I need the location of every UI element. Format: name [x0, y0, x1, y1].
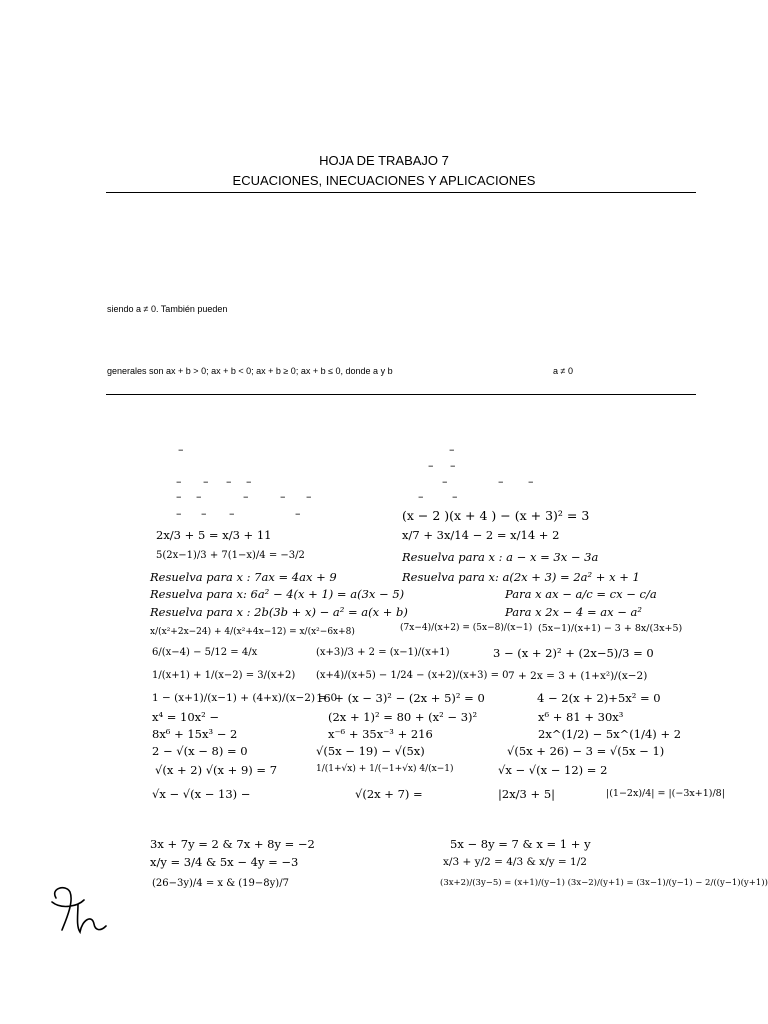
- worksheet-subtitle: ECUACIONES, INECUACIONES Y APLICACIONES: [232, 173, 536, 188]
- dash-mark: –: [246, 475, 252, 488]
- equation: 2x^(1/2) − 5x^(1/4) + 2: [538, 727, 682, 741]
- equation: x⁻⁶ + 35x⁻³ + 216: [328, 727, 433, 741]
- dash-mark: –: [196, 490, 202, 503]
- dash-mark: –: [428, 459, 434, 472]
- equation: 1 − (x+1)/(x−1) + (4+x)/(x−2) = 0: [152, 692, 338, 704]
- equation: 1/(1+√x) + 1/(−1+√x) 4/(x−1): [316, 764, 454, 774]
- equation: 7 + 2x = 3 + (1+x²)/(x−2): [508, 670, 648, 682]
- equation: 4 − 2(x + 2)+5x² = 0: [537, 691, 661, 705]
- equation: 2 − √(x − 8) = 0: [152, 744, 248, 758]
- equation: √x − √(x − 12) = 2: [498, 763, 608, 777]
- equation: Para x 2x − 4 = ax − a²: [505, 605, 642, 619]
- equation: 1/(x+1) + 1/(x−2) = 3/(x+2): [152, 670, 296, 681]
- equation: Resuelva para x : 2b(3b + x) − a² = a(x + b): [150, 605, 408, 619]
- equation: Resuelva para x : 7ax = 4ax + 9: [150, 570, 337, 584]
- dash-mark: –: [306, 490, 312, 503]
- equation: 6/(x−4) − 5/12 = 4/x: [152, 647, 258, 658]
- equation: 3x + 7y = 2 & 7x + 8y = −2: [150, 837, 315, 851]
- section-divider: [106, 394, 696, 395]
- equation: (x+3)/3 + 2 = (x−1)/(x+1): [316, 647, 450, 658]
- equation: (7x−4)/(x+2) = (5x−8)/(x−1): [400, 623, 533, 633]
- dash-mark: –: [243, 490, 249, 503]
- equation: 5(2x−1)/3 + 7(1−x)/4 = −3/2: [156, 550, 305, 561]
- dash-mark: –: [176, 475, 182, 488]
- dash-mark: –: [201, 507, 207, 520]
- equation: x/y = 3/4 & 5x − 4y = −3: [150, 855, 299, 869]
- equation: x⁴ = 10x² −: [152, 710, 220, 724]
- dash-mark: –: [178, 443, 184, 456]
- dash-mark: –: [449, 443, 455, 456]
- dash-mark: –: [295, 507, 301, 520]
- equation: √(5x + 26) − 3 = √(5x − 1): [507, 744, 665, 758]
- equation: 5x − 8y = 7 & x = 1 + y: [450, 837, 591, 851]
- equation: 3 − (x + 2)² + (2x−5)/3 = 0: [493, 646, 654, 660]
- equation: √(5x − 19) − √(5x): [316, 744, 425, 758]
- dash-mark: –: [452, 490, 458, 503]
- header-divider: [106, 192, 696, 193]
- equation: 2x/3 + 5 = x/3 + 11: [156, 528, 272, 542]
- dash-mark: –: [280, 490, 286, 503]
- dash-mark: –: [418, 490, 424, 503]
- note-text: siendo a ≠ 0. También pueden: [107, 304, 228, 314]
- equation: |(1−2x)/4| = |(−3x+1)/8|: [606, 788, 725, 799]
- dash-mark: –: [226, 475, 232, 488]
- equation: (26−3y)/4 = x & (19−8y)/7: [152, 878, 289, 889]
- dash-mark: –: [203, 475, 209, 488]
- equation: (3x+2)/(3y−5) = (x+1)/(y−1) (3x−2)/(y+1) = (3x−1)/(y−1) − 2/((y−1)(y+1)): [440, 878, 768, 888]
- equation: √(2x + 7) =: [355, 787, 423, 801]
- equation: 8x⁶ + 15x³ − 2: [152, 727, 238, 741]
- equation: x/(x²+2x−24) + 4/(x²+4x−12) = x/(x²−6x+8): [150, 627, 355, 637]
- equation: √x − √(x − 13) −: [152, 787, 251, 801]
- signature: [48, 880, 118, 940]
- dash-mark: –: [528, 475, 534, 488]
- equation: (x − 2 )(x + 4 ) − (x + 3)² = 3: [402, 508, 590, 523]
- note-text: a ≠ 0: [553, 366, 573, 376]
- dash-mark: –: [176, 490, 182, 503]
- worksheet-title: HOJA DE TRABAJO 7: [319, 153, 449, 168]
- equation: Resuelva para x: a(2x + 3) = 2a² + x + 1: [402, 570, 640, 584]
- equation: Resuelva para x: 6a² − 4(x + 1) = a(3x − 5): [150, 587, 405, 601]
- equation: √(x + 2) √(x + 9) = 7: [155, 763, 278, 777]
- dash-mark: –: [498, 475, 504, 488]
- equation: Para x ax − a/c = cx − c/a: [505, 587, 657, 601]
- dash-mark: –: [229, 507, 235, 520]
- dash-mark: –: [450, 459, 456, 472]
- equation: |2x/3 + 5|: [498, 787, 556, 801]
- equation: x⁶ + 81 + 30x³: [538, 710, 624, 724]
- equation: Resuelva para x : a − x = 3x − 3a: [402, 550, 599, 564]
- equation: (2x + 1)² = 80 + (x² − 3)²: [328, 710, 478, 724]
- equation: (5x−1)/(x+1) − 3 + 8x/(3x+5): [538, 623, 683, 634]
- equation: 16 + (x − 3)² − (2x + 5)² = 0: [316, 691, 485, 705]
- note-text: generales son ax + b > 0; ax + b < 0; ax + b ≥ 0; ax + b ≤ 0, donde a y b: [107, 366, 393, 376]
- dash-mark: –: [442, 475, 448, 488]
- equation: x/7 + 3x/14 − 2 = x/14 + 2: [402, 528, 560, 542]
- equation: x/3 + y/2 = 4/3 & x/y = 1/2: [443, 856, 587, 868]
- equation: (x+4)/(x+5) − 1/24 − (x+2)/(x+3) = 0: [316, 670, 509, 681]
- dash-mark: –: [176, 507, 182, 520]
